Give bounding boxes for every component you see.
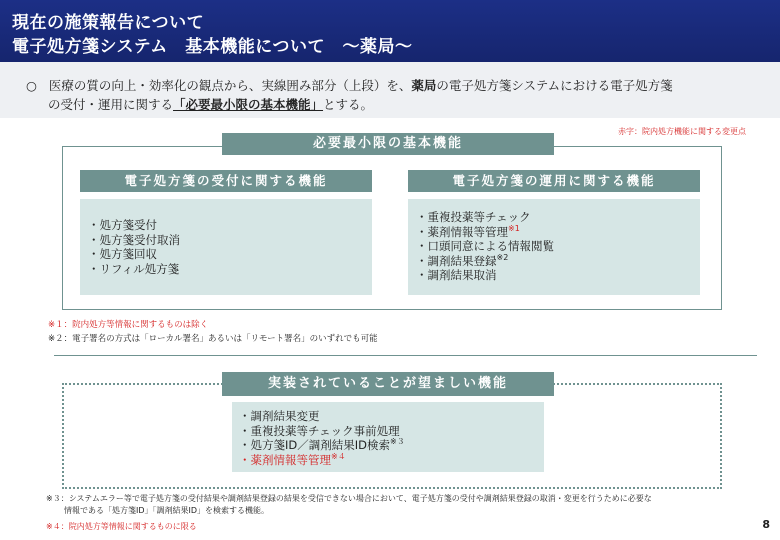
operate-functions-title: 電子処方箋の運用に関する機能	[408, 170, 700, 192]
list-item: ・リフィル処方箋	[88, 261, 180, 276]
list-item: ・調剤結果取消	[416, 268, 497, 282]
footnote-4: ※４：院内処方等情報に関するものに限る	[46, 522, 197, 531]
list-item: ・口頭同意による情報閲覧	[416, 239, 554, 253]
summary-text-a: 医療の質の向上・効率化の観点から、実線囲み部分（上段）を、	[48, 78, 412, 93]
minimum-functions-title: 必要最小限の基本機能	[222, 133, 554, 155]
header-title-line2: 電子処方箋システム 基本機能について ～薬局～	[12, 37, 413, 57]
list-item: ・重複投薬等チェック事前処理	[239, 423, 400, 438]
operate-functions-panel	[408, 199, 700, 295]
summary-panel	[0, 62, 780, 118]
list-item: ・処方箋受付取消	[88, 232, 180, 247]
header-banner	[0, 0, 780, 62]
list-item	[416, 254, 554, 269]
summary-line1	[26, 76, 673, 94]
list-item	[239, 453, 405, 468]
summary-text-d: の受付・運用に関する	[48, 97, 174, 112]
footnote-1: ※１：院内処方等情報に関するものは除く	[48, 320, 209, 330]
footnote-2: ※２：電子署名の方式は「ローカル署名」あるいは「リモート署名」のいずれでも可能	[48, 334, 378, 344]
receive-functions-title: 電子処方箋の受付に関する機能	[80, 170, 372, 192]
receive-functions-panel	[80, 199, 372, 295]
list-item: ・処方箋受付	[88, 218, 157, 232]
item-text: ・薬剤情報等管理	[416, 224, 508, 239]
header-title-line1: 現在の施策報告について	[12, 13, 205, 33]
list-item: ・調剤結果変更	[239, 409, 320, 423]
footnote-3-line1: ※３：システムエラー等で電子処方箋の受付結果や調剤結果登録の結果を受信できない場合において、電子処方箋の受付や調剤結果登録の取消・変更を行うために必要な	[46, 494, 652, 503]
summary-bullet: ○	[26, 78, 37, 93]
list-item	[239, 438, 405, 453]
operate-functions-list	[416, 210, 554, 283]
desirable-functions-panel	[232, 402, 544, 472]
item-text: ・処方箋ID／調剤結果ID検索	[239, 438, 390, 452]
summary-text-e: とする。	[323, 97, 374, 112]
red-text-legend: 赤字：院内処方機能に関する変更点	[618, 127, 746, 136]
list-item: ・処方箋回収	[88, 247, 157, 261]
summary-line2	[48, 95, 373, 113]
item-text: ・調剤結果登録	[416, 253, 497, 268]
footnote-ref: ※1	[508, 223, 520, 233]
footnote-ref: ※４	[331, 451, 346, 461]
desirable-functions-list	[239, 409, 405, 467]
page-number: 8	[762, 518, 770, 531]
summary-pharmacy-emphasis: 薬局	[411, 78, 437, 93]
summary-key-phrase: 「必要最小限の基本機能」	[173, 97, 324, 112]
list-item: ・重複投薬等チェック	[416, 210, 531, 224]
footnote-3-line2: 情報である「処方箋ID」「調剤結果ID」を検索する機能。	[64, 506, 270, 515]
desirable-functions-title: 実装されていることが望ましい機能	[222, 372, 554, 396]
footnote-ref: ※３	[390, 437, 405, 447]
section-divider	[54, 355, 757, 356]
item-text: ・薬剤情報等管理	[239, 452, 331, 467]
receive-functions-list	[88, 218, 180, 276]
summary-text-c: の電子処方箋システムにおける電子処方箋	[436, 78, 673, 93]
list-item	[416, 225, 554, 240]
footnote-ref: ※2	[496, 252, 509, 262]
